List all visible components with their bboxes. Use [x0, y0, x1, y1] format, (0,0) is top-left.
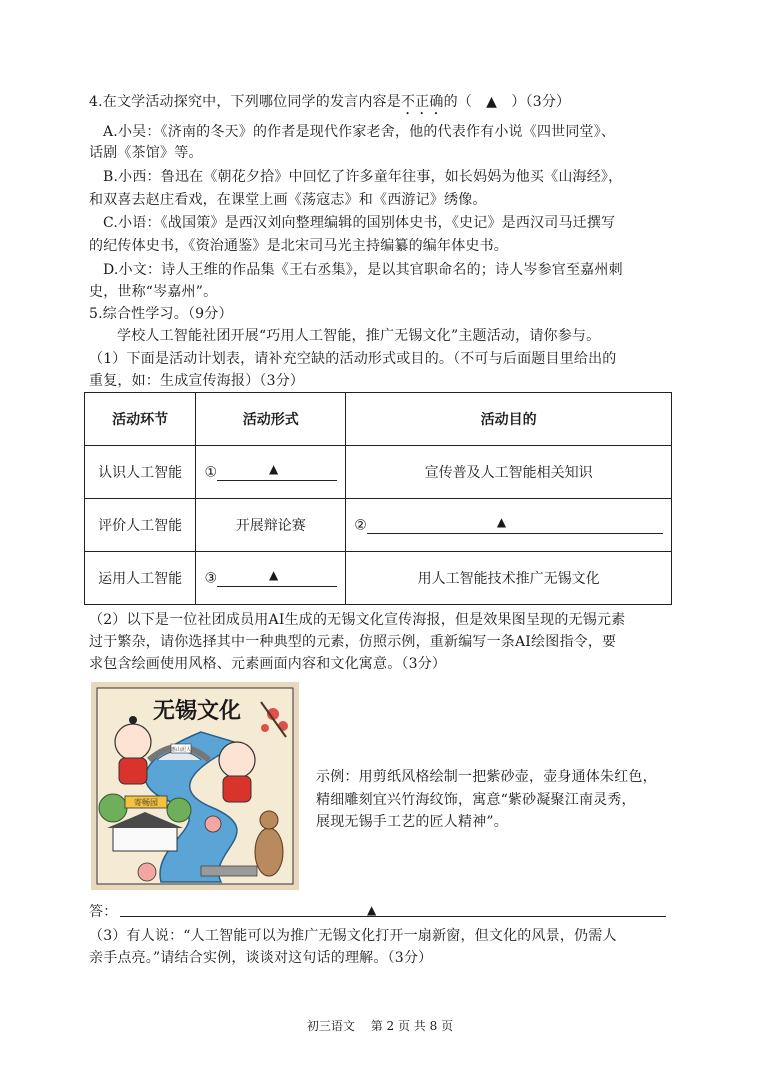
row1-stage: 认识人工智能	[85, 446, 196, 499]
garden-sign-text: 寄畅园	[134, 798, 158, 807]
header-stage: 活动环节	[85, 393, 196, 446]
clay-figure-head	[115, 724, 151, 760]
q4-option-b-line2: 和双喜去赵庄看戏，在课堂上画《荡寇志》和《西游记》绣像。	[89, 192, 487, 208]
table-row	[85, 552, 672, 605]
buddha-statue	[255, 828, 283, 876]
header-goal: 活动目的	[346, 393, 672, 446]
row1-goal: 宣传普及人工智能相关知识	[346, 446, 672, 499]
tree	[167, 798, 191, 822]
q5-part3-line2: 亲手点亮。”请结合实例，谈谈对这句话的理解。（3分）	[89, 950, 433, 966]
row2-goal-blank[interactable]	[367, 514, 663, 534]
row1-form-cell	[196, 446, 346, 499]
q4-stem	[89, 91, 570, 118]
q5-part2-line3: 求包含绘画使用风格、元素画面内容和文化寓意。（3分）	[89, 656, 447, 672]
q5-intro: 学校人工智能社团开展“巧用人工智能，推广无锡文化”主题活动，请你参与。	[117, 328, 601, 344]
example-line1: 示例：用剪纸风格绘制一把紫砂壶，壶身通体朱红色，	[316, 769, 657, 785]
q4-option-a-line1: A.小吴：《济南的冬天》的作者是现代作家老舍，他的代表作有小说《四世同堂》、	[103, 124, 616, 140]
row3-goal: 用人工智能技术推广无锡文化	[346, 552, 672, 605]
answer-blank[interactable]	[120, 915, 666, 917]
answer-triangle: ▲	[367, 903, 377, 917]
q5-part1-line2: 重复，如：生成宣传海报）（3分）	[89, 373, 305, 389]
q4-option-c-line2: 的纪传体史书，《资治通鉴》是北宋司马光主持编纂的编年体史书。	[89, 238, 508, 254]
q5-part1-line1: （1）下面是活动计划表，请补充空缺的活动形式或目的。（不可与后面题目里给出的	[89, 351, 617, 367]
example-line2: 精细雕刻宜兴竹海纹饰，寓意“紫砂凝聚江南灵秀，	[316, 792, 636, 808]
q4-stem-before: 4.在文学活动探究中，下列哪位同学的发言内容是	[89, 94, 401, 110]
page-footer: 初三语文 第 2 页 共 8 页	[306, 1019, 454, 1033]
row3-form-mark: ③	[204, 570, 218, 586]
row3-form-blank[interactable]	[217, 567, 337, 587]
blank-triangle: ▲	[269, 461, 279, 476]
poster-title: 无锡文化	[152, 699, 242, 724]
q4-option-d-line1: D.小文：诗人王维的作品集《王右丞集》，是以其官职命名的；诗人岑参官至嘉州刺	[103, 262, 623, 278]
answer-label: 答：	[89, 904, 118, 920]
q5-part3-line1: （3）有人说：“人工智能可以为推广无锡文化打开一扇新窗，但文化的风景，仍需人	[89, 928, 617, 944]
q4-option-a-line2: 话剧《茶馆》等。	[89, 145, 203, 161]
row2-goal-mark: ②	[354, 517, 367, 533]
row3-stage: 运用人工智能	[85, 552, 196, 605]
row3-form-cell	[196, 552, 346, 605]
example-line3: 展现无锡手工艺的匠人精神”。	[316, 814, 508, 830]
garden-house	[113, 827, 177, 851]
q4-stem-emphasis: 不正确	[400, 94, 444, 110]
row1-form-mark: ①	[204, 464, 218, 480]
q4-option-d-line2: 史，世称“岑嘉州”。	[89, 284, 218, 300]
row1-form-blank[interactable]	[217, 461, 337, 481]
clay-figure-head	[219, 742, 255, 778]
tree	[99, 794, 127, 822]
row2-goal-cell	[346, 499, 672, 552]
plum-blossom	[261, 724, 269, 732]
table-row	[85, 499, 672, 552]
table-row	[85, 446, 672, 499]
blank-triangle: ▲	[496, 514, 507, 529]
peach	[138, 863, 156, 881]
q5-part2-line2: 过于繁杂，请你选择其中一种典型的元素，仿照示例，重新编写一条AI绘图指令，要	[89, 634, 617, 650]
peach	[205, 816, 221, 832]
row2-form: 开展辩论赛	[196, 499, 346, 552]
clay-figure-body	[119, 758, 147, 784]
clay-figure-body	[223, 776, 251, 802]
q5-part2-line1: （2）以下是一位社团成员用AI生成的无锡文化宣传海报，但是效果图呈现的无锡元素	[89, 612, 626, 628]
stone-railing	[201, 866, 257, 876]
q5-title: 5.综合性学习。（9分）	[89, 306, 233, 322]
small-sign-text: 惠山泥人	[170, 747, 192, 753]
buddha-head	[260, 811, 278, 829]
q4-option-c-line1: C.小语：《战国策》是西汉刘向整理编辑的国别体史书，《史记》是西汉司马迁撰写	[103, 215, 616, 231]
clay-figure-hair	[129, 716, 137, 724]
blank-triangle: ▲	[269, 567, 279, 582]
activity-plan-table	[84, 392, 672, 605]
row2-stage: 评价人工智能	[85, 499, 196, 552]
header-form: 活动形式	[196, 393, 346, 446]
q4-option-b-line1: B.小西：鲁迅在《朝花夕拾》中回忆了许多童年往事，如长妈妈为他买《山海经》，	[103, 169, 623, 185]
table-header-row	[85, 393, 672, 446]
q4-stem-after: 的（ ▲ ）（3分）	[443, 94, 571, 110]
wuxi-culture-poster	[91, 682, 299, 890]
